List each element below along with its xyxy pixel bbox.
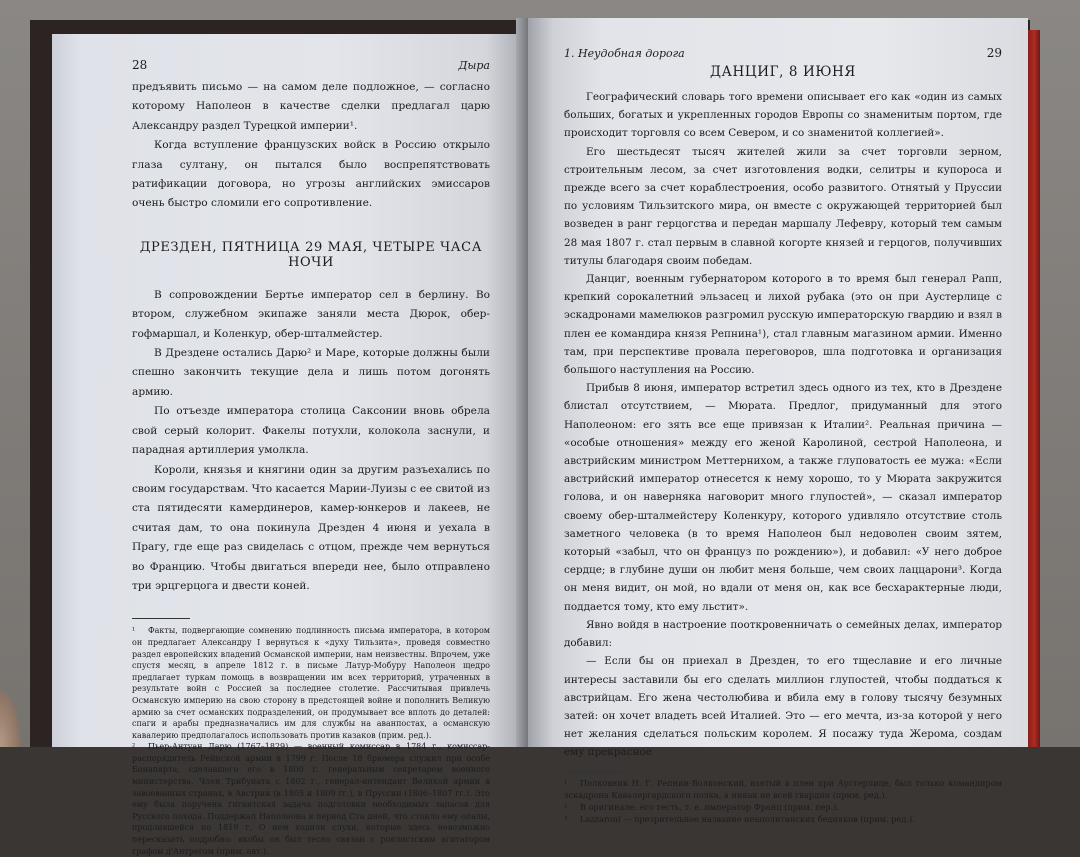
left-running-head — [132, 58, 490, 72]
right-paragraph: Географический словарь того времени описывает его как «один из самых больших, богатых и укрепленных городов Европы со знаменитым портом, где происходит торговля со всем Севером, и со знаменитой коллегией». — [564, 91, 1002, 140]
left-page — [52, 34, 524, 856]
footnote-divider — [564, 772, 622, 773]
left-paragraph: В Дрездене остались Дарю² и Маре, которые должны были спешно закончить текущие дела и лишь потом догонять армию. — [132, 347, 490, 398]
right-section-heading: ДАНЦИГ, 8 ИЮНЯ — [710, 64, 856, 80]
left-paragraph: Короли, князья и княгини один за другим разъехались по своим государствам. Что касается Марии-Луизы с ее свитой из ста пятидесяти камердинеров, камер-юнкеров и лакеев, не считая дам, то она покинула Дрезден 4 июня и уехала в Прагу, где еще раз свиделась с отцом, прежде чем вернуться во Францию. Чтобы двигаться впереди нее, было отправлено три эрцгерцога и двести коней. — [132, 463, 490, 592]
right-running-title: 1. Неудобная дорога — [564, 47, 685, 60]
footnote: ² Пьер-Антуан Дарю (1767–1829) — военный комиссар в 1784 г., комиссар-распорядитель Рейнской армии в 1799 г. После 18 брюмера служил при особе Бонапарта, сделавшего его в 1800 г. генеральным секретарем военного министерства. Член Трибуната с 1802 г., генерал-интендант Великой армии в завоеванных странах, в Австрии (в 1805 и 1809 гг.), в Пруссии (1806–1807 гг.). Это ему была поручена гигантская задача подготовки необходимых запасов для Русского похода. Поддержал Наполеона в период Ста дней, что стоило ему опалы, продлившейся по 1819 г. О нем ходили слухи, которые здесь невозможно пересказать подробно: якобы он был тесно связан с роялистским агитатором графом д'Антрегом (прим. авт.). — [132, 742, 490, 856]
footnote: ¹ Факты, подвергающие сомнению подлинность письма императора, в котором он предлагает Александру I вернуться к «духу Тильзита», проведя совместно раздел европейских владений Османской империи, нам неизвестны. Впрочем, уже спустя месяц, в апреле 1812 г. в письме Латур-Мобуру Наполеон щедро предлагает туркам помощь в возвращении им всех территорий, утраченных в результате войн с Россией за последнее столетие. Рассчитывая привлечь Османскую империю на свою сторону в предстоящей войне и пополнить Великую армию за счет османских подразделений, он продумывает все вплоть до деталей: спаги и арабы предназначались им для службы на аванпостах, а османскую кавалерию предполагалось использовать против казаков (прим. ред.). — [132, 626, 490, 740]
footnote: ³ Lazzaroni — презрительное название неаполитанских бедняков (прим. ред.). — [564, 813, 915, 824]
left-page-number: 28 — [132, 58, 148, 72]
left-paragraph: В сопровождении Бертье император сел в берлину. Во втором, служебном экипаже заняли места Дюрок, обер-гофмаршал, и Коленкур, обер-шталмейстер. — [132, 288, 490, 340]
right-paragraph: — Если бы он приехал в Дрезден, то его тщеславие и его личные интересы заставили бы его сделать миллион глупостей, чтобы поддаться к австрийцам. Его жена честолюбива и вбила ему в голову тысячу безумных затей: он хочет владеть всей Италией. Это — его мечта, из-за которой у него нет желания сделаться польским королем. Я посажу туда Жерома, создам ему прекрасное — [564, 655, 1002, 759]
right-running-head — [564, 46, 1002, 60]
book-cover-red-edge — [1026, 30, 1040, 747]
left-running-title: Дыра — [458, 59, 490, 72]
finger-corner — [0, 687, 22, 747]
left-paragraph: Когда вступление французских войск в Россию открыло глаза султану, он пытался было воспрепятствовать ратификации договора, но угрозы английских эмиссаров очень быстро сломили его сопротивление. — [132, 139, 490, 210]
right-paragraph: Данциг, военным губернатором которого в то время был генерал Рапп, крепкий сорокалетний эльзасец и лихой рубака (это он при Аустерлице с эскадронами мамелюков разгромил русскую императорскую гвардию и взял в плен ее командира князя Репнина¹), стал главным магазином армии. Именно там, при перспективе провала переговоров, шла подготовка и организация большого наступления на Россию. — [564, 273, 1002, 377]
left-section-heading: ДРЕЗДЕН, ПЯТНИЦА 29 МАЯ, ЧЕТЫРЕ ЧАСА НОЧИ — [139, 239, 483, 270]
right-paragraph: Явно войдя в настроение пооткровенничать о семейных делах, император добавил: — [564, 618, 1002, 650]
right-page-number: 29 — [986, 46, 1002, 60]
right-page — [528, 18, 1028, 824]
footnote: ² В оригинале: его тесть, т. е. император Франц (прим. пер.). — [564, 801, 840, 812]
right-paragraph: Прибыв 8 июня, император встретил здесь одного из тех, кто в Дрездене блистал отсутствием, — Мюрата. Предлог, придуманный для этого Наполеоном: его зять все еще привязан к Италии². Реальная причина — «особые отношения» между его женой Каролиной, сестрой Наполеона, и австрийским министром Меттернихом, а также глуповатость ее мужа: «Если австрийский император отнесется к нему хорошо, то у Мюрата закружится голова, и он наверняка наговорит много глупостей», — сказал император своему обер-шталмейстеру Коленкуру, которого удивляло отсутствие столь заметного человека (в то время Наполеон был недоволен своим зятем, который «забыл, что он француз по рождению»), и добавил: «У него доброе сердце; в глубине души он любит меня больше, чем своих лаццарони³. Когда он меня видит, он мой, но вдали от меня он, как все бесхарактерные люди, поддается тому, кто ему льстит». — [564, 382, 1002, 613]
left-paragraph: предъявить письмо — на самом деле подложное, — согласно которому Наполеон в качестве сделки предлагал царю Александру раздел Турецкой империи¹. — [132, 81, 490, 132]
right-paragraph: Его шестьдесят тысяч жителей жили за счет торговли зерном, строительным лесом, за счет изготовления водки, селитры и купороса и прежде всего за счет кораблестроения, особо развитого. Отнятый у Пруссии по условиям Тильзитского мира, он вместе с окружающей территорией был возведен в ранг герцогства и передан маршалу Лефевру, который тем самым 28 мая 1807 г. стал первым в славной когорте князей и герцогов, получивших титулы благодаря своим победам. — [564, 145, 1002, 267]
footnote: ¹ Полковник Н. Г. Репнин-Волконский, взятый в плен при Аустерлице, был только командиром эскадрона Кавалергардского полка, а никак не всей гвардии (прим. ред.). — [564, 777, 1002, 800]
left-paragraph: По отъезде императора столица Саксонии вновь обрела свой серый колорит. Факелы потухли, колокола заснули, и парадная артиллерия умолкла. — [132, 405, 490, 457]
footnote-divider — [132, 618, 190, 619]
